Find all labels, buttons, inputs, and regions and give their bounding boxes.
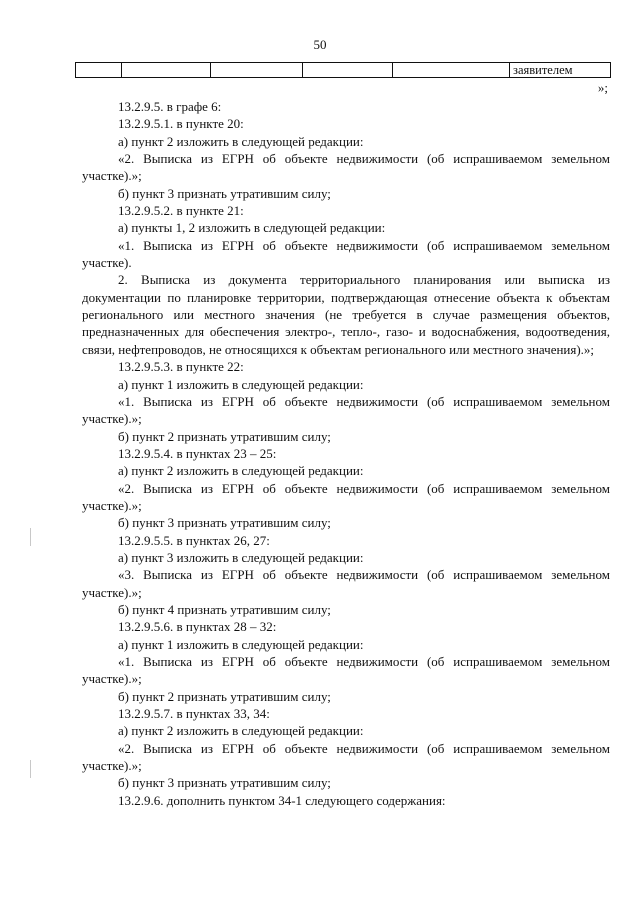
paragraph: а) пункт 2 изложить в следующей редакции: (118, 133, 364, 149)
paragraph: 13.2.9.5.7. в пунктах 33, 34: (118, 706, 270, 722)
table-cell-applicant: заявителем (510, 63, 611, 78)
paragraph: 13.2.9.5.1. в пункте 20: (118, 116, 244, 132)
table-cell (211, 63, 303, 78)
paragraph: «2. Выписка из ЕГРН об объекте недвижимости (об испрашиваемом земельном участке).»; (82, 480, 610, 513)
paragraph: «1. Выписка из ЕГРН об объекте недвижимости (об испрашиваемом земельном участке).»; (82, 654, 610, 687)
table-row-fragment (75, 62, 611, 78)
paragraph: б) пункт 3 признать утратившим силу; (118, 775, 331, 791)
table-cell (76, 63, 122, 78)
table-cell (393, 63, 510, 78)
page-number: 50 (313, 37, 327, 52)
paragraph: «2. Выписка из ЕГРН об объекте недвижимости (об испрашиваемом земельном участке).»; (82, 740, 610, 774)
paragraph: б) пункт 3 признать утратившим силу; (118, 185, 331, 201)
closing-quote: »; (597, 80, 608, 95)
paragraph: 13.2.9.5. в графе 6: (118, 99, 222, 114)
paragraph: 13.2.9.5.2. в пункте 21: (118, 203, 244, 219)
table-row (76, 63, 611, 78)
paragraph: а) пункт 2 изложить в следующей редакции: (118, 723, 364, 739)
table-cell (303, 63, 393, 78)
paragraph: 13.2.9.5.4. в пунктах 23 – 25: (118, 445, 277, 461)
paragraph: 13.2.9.5.5. в пунктах 26, 27: (118, 532, 270, 548)
paragraph: а) пункт 1 изложить в следующей редакции: (118, 636, 364, 652)
paragraph: 13.2.9.5.3. в пункте 22: (118, 359, 244, 375)
paragraph: б) пункт 4 признать утратившим силу; (118, 601, 331, 617)
paragraph: 2. Выписка из документа территориального планирования или выписка из документации по планировке территории, подтверждающая отнесение объекта к объектам регионального или местного значения (не требуется в случае размещения объектов, предназначенных для обеспечения электро-, тепло-, газо- и водоснабжения, водоотведения, связи, нефтепроводов, не относящихся к объектам регионального или местного значения).»; (82, 272, 610, 357)
paragraph: а) пункт 3 изложить в следующей редакции: (118, 549, 364, 565)
paragraph: «1. Выписка из ЕГРН об объекте недвижимости (об испрашиваемом земельном участке). (82, 237, 610, 271)
paragraph: б) пункт 2 признать утратившим силу; (118, 688, 331, 704)
margin-mark (30, 760, 31, 778)
paragraph: б) пункт 2 признать утратившим силу; (118, 428, 331, 444)
paragraph: 13.2.9.5.6. в пунктах 28 – 32: (118, 619, 277, 635)
paragraph: «2. Выписка из ЕГРН об объекте недвижимости (об испрашиваемом земельном участке).»; (82, 151, 610, 184)
paragraph: 13.2.9.6. дополнить пунктом 34-1 следующего содержания: (118, 792, 446, 808)
table-cell (122, 63, 211, 78)
paragraph: а) пункт 2 изложить в следующей редакции: (118, 463, 364, 479)
document-body (82, 98, 610, 809)
paragraph: а) пункты 1, 2 изложить в следующей редакции: (118, 220, 386, 236)
paragraph: а) пункт 1 изложить в следующей редакции: (118, 376, 364, 392)
paragraph: «3. Выписка из ЕГРН об объекте недвижимости (об испрашиваемом земельном участке).»; (82, 567, 610, 600)
paragraph: б) пункт 3 признать утратившим силу; (118, 515, 331, 531)
paragraph: «1. Выписка из ЕГРН об объекте недвижимости (об испрашиваемом земельном участке).»; (82, 393, 610, 427)
margin-mark (30, 528, 31, 546)
